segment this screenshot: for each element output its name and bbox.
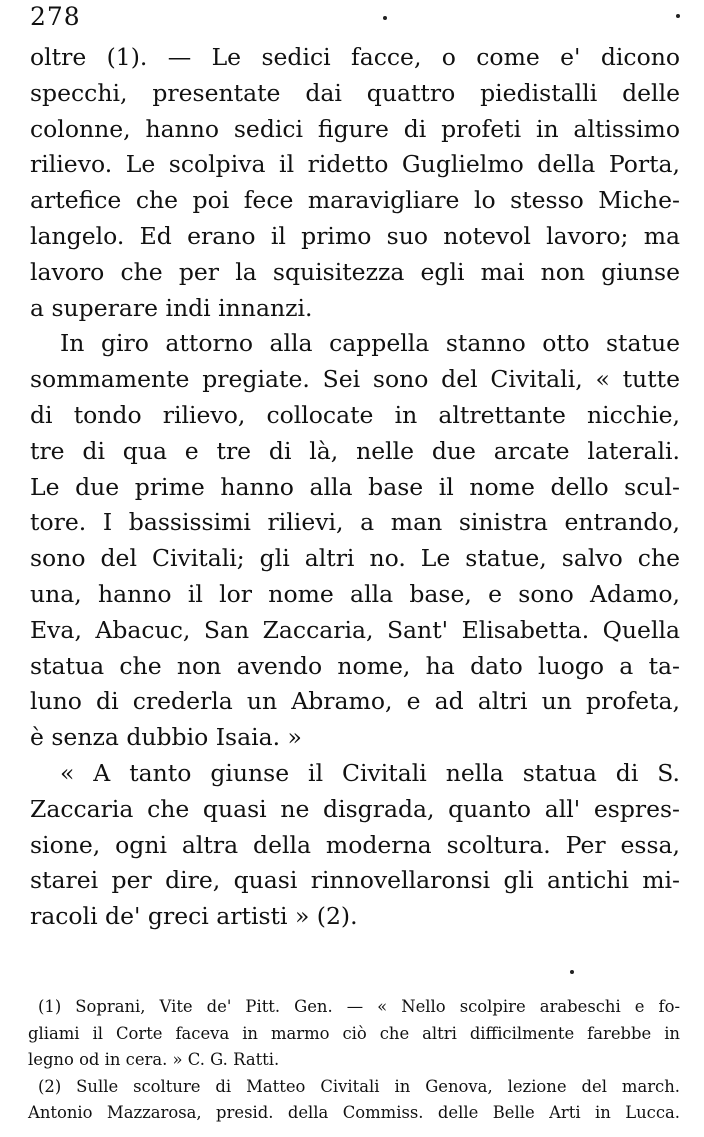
- text-line: lavoro che per la squisitezza egli mai non giunse: [30, 257, 680, 286]
- text-line: sono del Civitali; gli altri no. Le statue, salvo che: [30, 544, 680, 573]
- text-line: specchi, presentate dai quattro piedistalli delle: [30, 78, 680, 107]
- text-line: oltre (1). — Le sedici facce, o come e' dicono: [30, 43, 680, 71]
- text-line: artefice che poi fece maravigliare lo stesso Miche-: [30, 186, 680, 215]
- text-line: Zaccaria che quasi ne disgrada, quanto all' espres-: [30, 794, 680, 823]
- text-line: a superare indi innanzi.: [30, 293, 313, 322]
- text-line: sione, ogni altra della moderna scoltura. Per essa,: [30, 830, 680, 859]
- text-line: Le due prime hanno alla base il nome dello scul-: [30, 472, 680, 501]
- text-line: statua che non avendo nome, ha dato luogo a ta-: [30, 651, 680, 680]
- footnote-line: legno od in cera. » C. G. Ratti.: [28, 1050, 280, 1069]
- footnote-line: (1) Soprani, Vite de' Pitt. Gen. — « Nello scolpire arabeschi e fo-: [38, 997, 680, 1016]
- paragraph-start-line: « A tanto giunse il Civitali nella statua di S.: [60, 758, 680, 787]
- main-text: [30, 40, 680, 935]
- page-number: 278: [30, 2, 81, 31]
- text-line: langelo. Ed erano il primo suo notevol lavoro; ma: [30, 221, 680, 250]
- text-line: luno di crederla un Abramo, e ad altri un profeta,: [30, 687, 680, 716]
- text-line: starei per dire, quasi rinnovellaronsi gli antichi mi-: [30, 866, 680, 895]
- text-line: sommamente pregiate. Sei sono del Civitali, « tutte: [30, 365, 680, 394]
- text-line: racoli de' greci artisti » (2).: [30, 902, 358, 931]
- footnotes: [28, 994, 680, 1127]
- text-line: di tondo rilievo, collocate in altrettante nicchie,: [30, 400, 680, 429]
- text-line: è senza dubbio Isaia. »: [30, 723, 302, 752]
- footnote-line: Antonio Mazzarosa, presid. della Commiss. delle Belle Arti in Lucca.: [28, 1103, 680, 1122]
- ink-speck: [383, 16, 387, 20]
- text-line: colonne, hanno sedici figure di profeti in altissimo: [30, 114, 680, 143]
- text-line: Eva, Abacuc, San Zaccaria, Sant' Elisabetta. Quella: [30, 615, 680, 644]
- ink-speck: [676, 14, 680, 18]
- footnote-line: gliami il Corte faceva in marmo ciò che altri difficilmente farebbe in: [28, 1023, 680, 1043]
- footnote-line: (2) Sulle scolture di Matteo Civitali in Genova, lezione del march.: [38, 1076, 680, 1096]
- text-line: tre di qua e tre di là, nelle due arcate laterali.: [30, 436, 680, 465]
- text-line: tore. I bassissimi rilievi, a man sinistra entrando,: [30, 508, 680, 537]
- text-line: rilievo. Le scolpiva il ridetto Guglielmo della Porta,: [30, 150, 680, 179]
- paragraph-start-line: In giro attorno alla cappella stanno otto statue: [60, 329, 680, 358]
- ink-speck: [570, 970, 574, 974]
- text-line: una, hanno il lor nome alla base, e sono Adamo,: [30, 579, 680, 608]
